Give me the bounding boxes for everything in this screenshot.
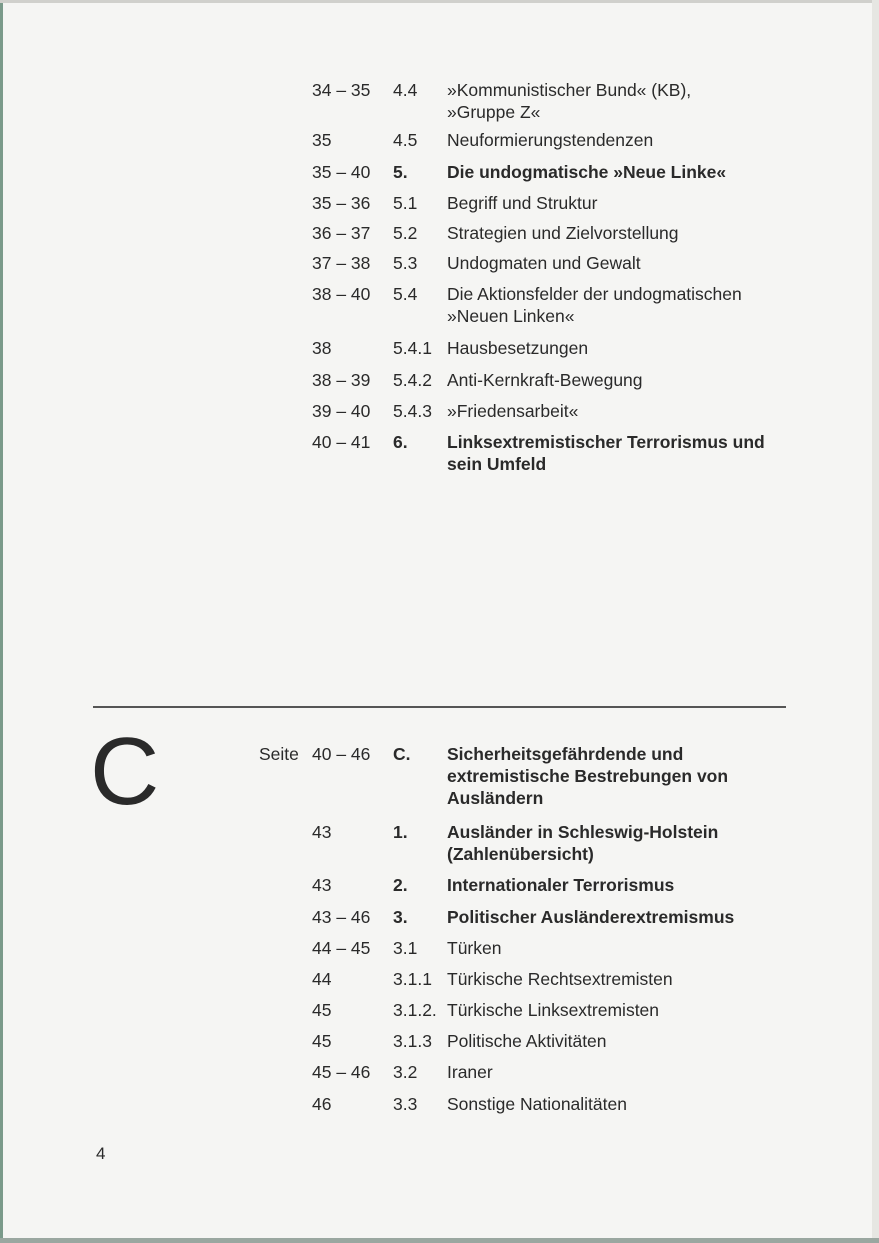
toc-pages: 43 [312, 822, 332, 842]
toc-pages: 35 [312, 130, 332, 150]
toc-pages: 45 – 46 [312, 1062, 371, 1082]
page-number: 4 [96, 1144, 106, 1163]
toc-number: 5.4.1 [393, 338, 432, 358]
toc-title: Türken [447, 938, 502, 958]
toc-number: 2. [393, 875, 408, 895]
toc-number: 3. [393, 907, 408, 927]
toc-pages: 38 [312, 338, 332, 358]
page-edge-top [0, 0, 879, 3]
toc-number: 1. [393, 822, 408, 842]
toc-title: Strategien und Zielvorstellung [447, 223, 679, 243]
toc-pages: 37 – 38 [312, 253, 371, 273]
toc-title: »Kommunistischer Bund« (KB), »Gruppe Z« [447, 80, 692, 122]
toc-title: Sonstige Nationalitäten [447, 1094, 627, 1114]
toc-title: Ausländer in Schleswig-Holstein (Zahlenübersicht) [447, 822, 719, 864]
toc-number: 4.5 [393, 130, 418, 150]
toc-number: 5.2 [393, 223, 418, 243]
page-edge-left [0, 0, 3, 1243]
toc-pages: 46 [312, 1094, 332, 1114]
page-edge-right [872, 0, 879, 1243]
toc-number: C. [393, 744, 411, 764]
toc-pages: 34 – 35 [312, 80, 371, 100]
toc-title: Undogmaten und Gewalt [447, 253, 641, 273]
toc-number: 5.4.2 [393, 370, 432, 390]
toc-number: 4.4 [393, 80, 418, 100]
toc-number: 3.1.1 [393, 969, 432, 989]
toc-title: Politischer Ausländerextremismus [447, 907, 735, 927]
toc-title: Begriff und Struktur [447, 193, 598, 213]
toc-title: Die undogmatische »Neue Linke« [447, 162, 727, 182]
toc-pages: 39 – 40 [312, 401, 371, 421]
section-letter-c: C [90, 718, 160, 825]
toc-title: Die Aktionsfelder der undogmatischen »Neuen Linken« [447, 284, 742, 326]
toc-title: Anti-Kernkraft-Bewegung [447, 370, 643, 390]
toc-title: Politische Aktivitäten [447, 1031, 607, 1051]
toc-pages: 35 – 36 [312, 193, 371, 213]
toc-title: Iraner [447, 1062, 493, 1082]
toc-pages: 43 – 46 [312, 907, 371, 927]
section-divider [93, 706, 786, 708]
toc-number: 3.1.3 [393, 1031, 432, 1051]
toc-pages: 44 [312, 969, 332, 989]
toc-pages: 45 [312, 1000, 332, 1020]
toc-title: »Friedensarbeit« [447, 401, 579, 421]
toc-number: 5.4 [393, 284, 418, 304]
toc-title: Linksextremistischer Terrorismus und sein Umfeld [447, 432, 765, 474]
toc-pages: 44 – 45 [312, 938, 371, 958]
toc-number: 5.4.3 [393, 401, 432, 421]
toc-pages: 45 [312, 1031, 332, 1051]
toc-title: Internationaler Terrorismus [447, 875, 675, 895]
toc-title: Sicherheitsgefährdende und extremistische Bestrebungen von Ausländern [447, 744, 729, 808]
toc-title: Hausbesetzungen [447, 338, 589, 358]
toc-pages: 35 – 40 [312, 162, 371, 182]
toc-number: 3.1 [393, 938, 418, 958]
toc-pages: 40 – 41 [312, 432, 371, 452]
toc-number: 6. [393, 432, 408, 452]
toc-title: Neuformierungstendenzen [447, 130, 654, 150]
toc-pages: 38 – 40 [312, 284, 371, 304]
toc-pages: 40 – 46 [312, 744, 371, 764]
toc-number: 5.3 [393, 253, 418, 273]
toc-pages: 43 [312, 875, 332, 895]
toc-number: 3.3 [393, 1094, 418, 1114]
toc-number: 5.1 [393, 193, 418, 213]
seite-label: Seite [259, 744, 299, 764]
toc-number: 3.1.2. [393, 1000, 437, 1020]
toc-number: 3.2 [393, 1062, 418, 1082]
toc-pages: 38 – 39 [312, 370, 371, 390]
toc-number: 5. [393, 162, 408, 182]
toc-title: Türkische Linksextremisten [447, 1000, 660, 1020]
toc-pages: 36 – 37 [312, 223, 371, 243]
toc-title: Türkische Rechtsextremisten [447, 969, 673, 989]
page-edge-bottom [0, 1238, 879, 1243]
